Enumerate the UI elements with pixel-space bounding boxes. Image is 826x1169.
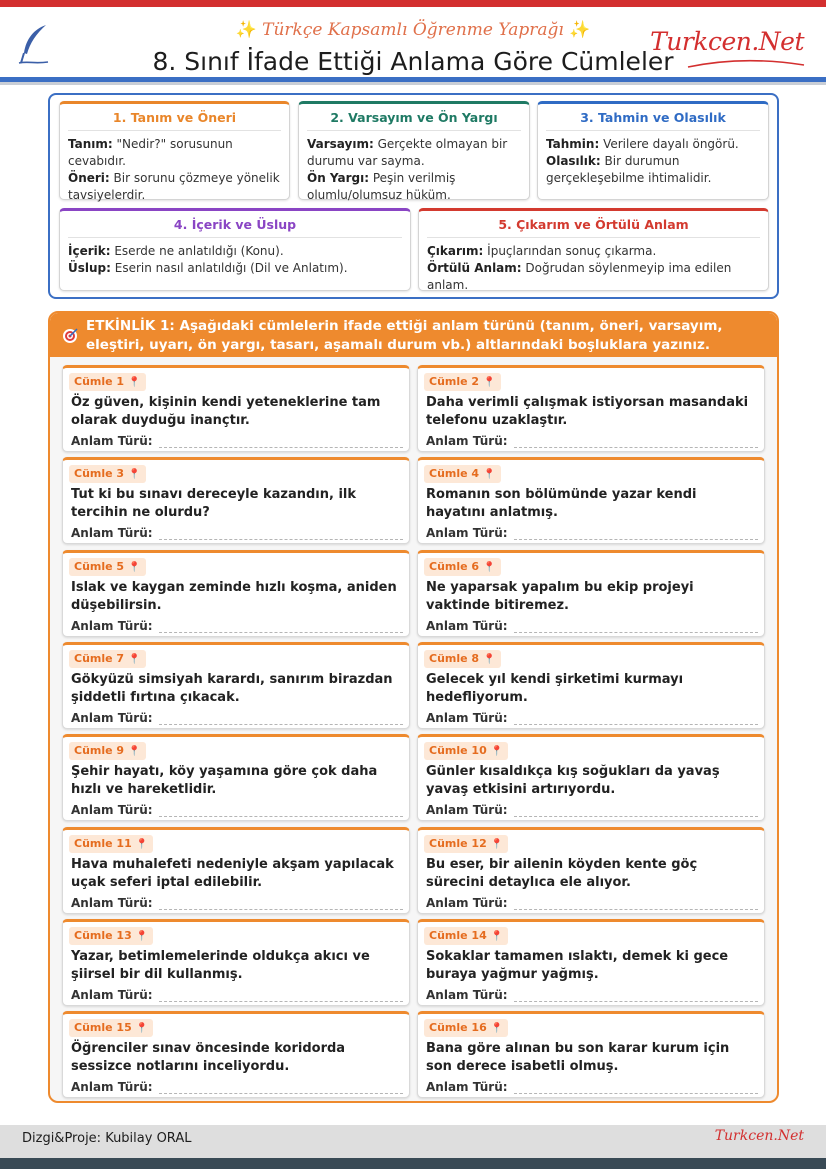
concept-definition: Bir durumun gerçekleşebilme ihtimalidir. <box>546 154 712 185</box>
answer-blank[interactable] <box>159 530 403 540</box>
sparkle-icon: ✨ <box>569 20 591 40</box>
answer-row <box>426 896 758 910</box>
sentence-label: Cümle 16 <box>429 1021 487 1035</box>
concept-definition: İpuçlarından sonuç çıkarma. <box>483 244 657 258</box>
sentence-card <box>62 365 410 452</box>
sentence-label: Cümle 4 <box>429 467 480 481</box>
sentence-text: Gelecek yıl kendi şirketimi kurmayı hedefliyorum. <box>426 671 684 705</box>
answer-row <box>71 1080 403 1094</box>
concept-term: Çıkarım: <box>427 244 484 258</box>
answer-blank[interactable] <box>159 900 403 910</box>
answer-label: Anlam Türü: <box>71 803 153 818</box>
activity-title: ETKİNLİK 1: Aşağıdaki cümlelerin ifade ettiği anlam türünü (tanım, öneri, varsayım, eleştiri, uyarı, ön yargı, tasarı, aşamalı durum vb.) altlarındaki boşluklara yazınız. <box>86 318 723 353</box>
pin-icon: 📍 <box>128 469 141 481</box>
answer-blank[interactable] <box>159 1084 403 1094</box>
concept-term: Ön Yargı: <box>307 171 370 185</box>
sentence-label: Cümle 6 <box>429 559 480 573</box>
answer-blank[interactable] <box>514 530 758 540</box>
footer-logo: Turkcen.Net <box>714 1128 804 1144</box>
sentence-badge <box>69 465 146 483</box>
sentence-label: Cümle 1 <box>74 375 125 388</box>
pin-icon: 📍 <box>483 653 496 665</box>
sentence-text: Ne yaparsak yapalım bu ekip projeyi vaktinde bitiremez. <box>426 579 694 613</box>
pin-icon: 📍 <box>490 930 504 942</box>
footer-credit: Dizgi&Proje: Kubilay ORAL <box>22 1131 192 1146</box>
sentence-text: Öğrenciler sınav öncesinde koridorda sessizce notlarını inceliyordu. <box>71 1041 346 1075</box>
sentence-badge <box>69 558 146 576</box>
sentence-card <box>62 827 410 914</box>
activity-panel <box>48 311 779 1103</box>
sentence-badge <box>424 465 501 483</box>
pin-icon: 📍 <box>128 561 141 573</box>
answer-blank[interactable] <box>159 715 403 725</box>
answer-label: Anlam Türü: <box>426 1080 508 1095</box>
sentence-badge <box>424 742 508 760</box>
concept-definition: Gerçekte olmayan bir durumu var sayma. <box>307 137 508 168</box>
concept-body <box>546 136 760 187</box>
concept-term: Varsayım: <box>307 137 374 151</box>
pin-icon: 📍 <box>135 1023 149 1035</box>
pin-icon: 📍 <box>128 746 141 758</box>
answer-blank[interactable] <box>159 807 403 817</box>
sentence-badge <box>424 835 508 853</box>
concept-term: Olasılık: <box>546 154 601 168</box>
answer-blank[interactable] <box>159 992 403 1002</box>
sentence-badge <box>69 742 146 760</box>
logo-swoosh <box>686 57 806 71</box>
answer-row <box>71 803 403 817</box>
answer-row <box>71 526 403 540</box>
answer-row <box>71 988 403 1002</box>
sentence-card <box>62 550 410 637</box>
concept-title: 1. Tanım ve Öneri <box>68 110 281 131</box>
sentence-text: Günler kısaldıkça kış soğukları da yavaş yavaş etkisini artırıyordu. <box>426 764 720 798</box>
sentence-label: Cümle 2 <box>429 375 480 388</box>
concept-definition: Doğrudan söylenmeyip ima edilen anlam. <box>427 261 732 292</box>
sentence-text: Bu eser, bir ailenin köyden kente göç sürecini detaylıca ele alıyor. <box>426 856 698 890</box>
pin-icon: 📍 <box>128 653 141 665</box>
concept-definition: Verilere dayalı öngörü. <box>599 137 739 151</box>
answer-row <box>71 711 403 725</box>
sentence-label: Cümle 15 <box>74 1021 132 1035</box>
concept-term: İçerik: <box>68 244 111 258</box>
sentence-badge <box>424 558 501 576</box>
sentence-badge <box>69 835 153 853</box>
top-accent-bar <box>0 0 826 7</box>
sentence-card <box>62 1011 410 1098</box>
activity-header <box>50 313 777 357</box>
sentence-text: Islak ve kaygan zeminde hızlı koşma, aniden düşebilirsin. <box>71 579 397 613</box>
sentence-card <box>417 550 765 637</box>
answer-label: Anlam Türü: <box>426 618 508 633</box>
sentence-card <box>417 365 765 452</box>
sentence-card <box>62 457 410 544</box>
concept-term: Örtülü Anlam: <box>427 261 522 275</box>
answer-row <box>426 434 758 448</box>
answer-blank[interactable] <box>514 623 758 633</box>
concept-body <box>427 243 760 294</box>
answer-row <box>71 619 403 633</box>
sentence-card <box>417 1011 765 1098</box>
sentence-label: Cümle 8 <box>429 651 480 665</box>
page-title: 8. Sınıf İfade Ettiği Anlama Göre Cümleler <box>152 47 674 76</box>
answer-blank[interactable] <box>159 438 403 448</box>
concept-body <box>68 243 402 277</box>
sentence-badge <box>69 650 146 668</box>
answer-blank[interactable] <box>514 900 758 910</box>
answer-label: Anlam Türü: <box>71 895 153 910</box>
answer-label: Anlam Türü: <box>426 434 508 448</box>
sentence-card <box>417 919 765 1006</box>
answer-blank[interactable] <box>514 715 758 725</box>
answer-row <box>426 1080 758 1094</box>
footer-bar <box>0 1158 826 1169</box>
concept-body <box>68 136 281 204</box>
answer-row <box>71 896 403 910</box>
sentence-label: Cümle 13 <box>74 928 132 942</box>
sentence-text: Bana göre alınan bu son karar kurum için son derece isabetli olmuş. <box>426 1041 730 1075</box>
answer-blank[interactable] <box>514 807 758 817</box>
concept-title: 3. Tahmin ve Olasılık <box>546 110 760 131</box>
answer-row <box>426 619 758 633</box>
sentence-label: Cümle 9 <box>74 744 125 758</box>
concept-card <box>59 208 411 291</box>
concept-body <box>307 136 521 204</box>
answer-row <box>426 988 758 1002</box>
pin-icon: 📍 <box>490 1023 504 1035</box>
pin-icon: 📍 <box>490 838 504 850</box>
sentence-label: Cümle 5 <box>74 559 125 573</box>
answer-label: Anlam Türü: <box>71 434 153 448</box>
concept-definition: Eserde ne anlatıldığı (Konu). <box>110 244 284 258</box>
concept-term: Tanım: <box>68 137 113 151</box>
concept-card <box>59 101 290 200</box>
concept-term: Öneri: <box>68 171 110 185</box>
sentence-text: Şehir hayatı, köy yaşamına göre çok daha hızlı ve hareketlidir. <box>71 764 378 798</box>
sentence-card <box>417 642 765 729</box>
answer-row <box>426 711 758 725</box>
answer-blank[interactable] <box>514 992 758 1002</box>
sentence-badge <box>424 650 501 668</box>
sparkle-icon: ✨ <box>235 20 257 40</box>
sentence-text: Gökyüzü simsiyah karardı, sanırım birazdan şiddetli fırtına çıkacak. <box>71 671 393 705</box>
sentence-label: Cümle 12 <box>429 836 487 850</box>
answer-label: Anlam Türü: <box>71 710 153 725</box>
answer-row <box>426 526 758 540</box>
answer-label: Anlam Türü: <box>71 987 153 1002</box>
page-header <box>0 7 826 79</box>
pin-icon: 📍 <box>483 469 496 481</box>
answer-blank[interactable] <box>159 623 403 633</box>
sentence-label: Cümle 7 <box>74 651 125 665</box>
sentence-card <box>417 457 765 544</box>
sentence-badge <box>69 1019 153 1037</box>
subtitle-text: Türkçe Kapsamlı Öğrenme Yaprağı <box>262 20 564 40</box>
sentence-label: Cümle 3 <box>74 467 125 481</box>
concept-definition: Peşin verilmiş olumlu/olumsuz hüküm. <box>307 171 456 202</box>
sentence-badge <box>69 373 146 391</box>
answer-blank[interactable] <box>514 438 758 448</box>
sentence-badge <box>69 927 153 945</box>
answer-label: Anlam Türü: <box>71 526 153 541</box>
answer-row <box>71 434 403 448</box>
answer-label: Anlam Türü: <box>71 1080 153 1095</box>
pin-icon: 📍 <box>128 377 141 388</box>
pin-icon: 📍 <box>483 561 496 573</box>
concept-definition: Eserin nasıl anlatıldığı (Dil ve Anlatım). <box>110 261 348 275</box>
answer-label: Anlam Türü: <box>71 618 153 633</box>
target-icon <box>62 328 78 344</box>
concept-card <box>298 101 530 200</box>
sentence-card <box>62 734 410 821</box>
pin-icon: 📍 <box>135 930 149 942</box>
sentence-text: Daha verimli çalışmak istiyorsan masandaki telefonu uzaklaştır. <box>426 395 749 428</box>
concepts-panel <box>48 93 779 299</box>
sentence-text: Öz güven, kişinin kendi yeteneklerine tam olarak duyduğu inançtır. <box>71 395 381 428</box>
sentence-card <box>417 734 765 821</box>
answer-label: Anlam Türü: <box>426 987 508 1002</box>
concept-term: Tahmin: <box>546 137 600 151</box>
site-logo: Turkcen.Net <box>650 27 804 56</box>
pin-icon: 📍 <box>483 377 496 388</box>
answer-label: Anlam Türü: <box>426 895 508 910</box>
answer-label: Anlam Türü: <box>426 710 508 725</box>
sentence-card <box>62 919 410 1006</box>
concept-title: 2. Varsayım ve Ön Yargı <box>307 110 521 131</box>
sentence-text: Sokaklar tamamen ıslaktı, demek ki gece buraya yağmur yağmış. <box>426 948 729 982</box>
sentence-badge <box>424 1019 508 1037</box>
answer-blank[interactable] <box>514 1084 758 1094</box>
concept-definition: Bir sorunu çözmeye yönelik tavsiyelerdir. <box>68 171 280 202</box>
concept-definition: "Nedir?" sorusunun cevabıdır. <box>68 137 233 168</box>
concept-card <box>418 208 769 291</box>
concept-card <box>537 101 769 200</box>
sentence-label: Cümle 14 <box>429 928 487 942</box>
sentence-label: Cümle 10 <box>429 744 487 758</box>
concept-title: 4. İçerik ve Üslup <box>68 217 402 238</box>
answer-label: Anlam Türü: <box>426 526 508 541</box>
sentence-card <box>62 642 410 729</box>
sentence-text: Hava muhalefeti nedeniyle akşam yapılacak uçak seferi iptal edilebilir. <box>71 856 394 890</box>
answer-label: Anlam Türü: <box>426 803 508 818</box>
sentence-text: Tut ki bu sınavı dereceyle kazandın, ilk tercihin ne olurdu? <box>71 487 357 521</box>
pin-icon: 📍 <box>135 838 149 850</box>
sentence-label: Cümle 11 <box>74 836 132 850</box>
sentence-card <box>417 827 765 914</box>
pin-icon: 📍 <box>490 746 504 758</box>
sentence-text: Romanın son bölümünde yazar kendi hayatını anlatmış. <box>426 487 697 521</box>
sentence-badge <box>424 373 501 391</box>
sentence-text: Yazar, betimlemelerinde oldukça akıcı ve şiirsel bir dil kullanmış. <box>71 948 370 982</box>
answer-row <box>426 803 758 817</box>
sentence-badge <box>424 927 508 945</box>
concept-term: Üslup: <box>68 261 111 275</box>
concept-title: 5. Çıkarım ve Örtülü Anlam <box>427 217 760 238</box>
header-divider-shadow <box>0 82 826 85</box>
